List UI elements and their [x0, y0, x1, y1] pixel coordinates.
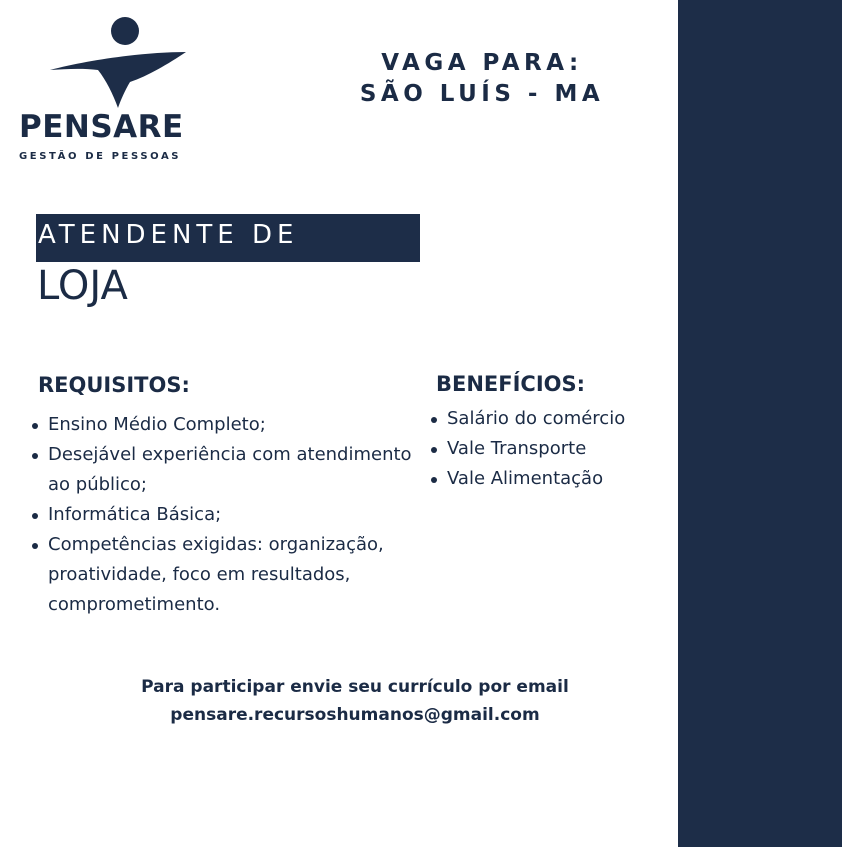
cta-text: Para participar envie seu currículo por email	[141, 677, 569, 697]
person-figure-icon	[48, 16, 188, 111]
requirement-item: Competências exigidas: organização, proatividade, foco em resultados, comprometimento.	[28, 530, 428, 620]
location-line-1: VAGA PARA:	[381, 50, 583, 76]
benefit-item: Salário do comércio	[427, 404, 667, 434]
contact-email[interactable]: pensare.recursoshumanos@gmail.com	[170, 705, 540, 725]
benefit-item: Vale Alimentação	[427, 464, 667, 494]
benefit-item: Vale Transporte	[427, 434, 667, 464]
brand-name: PENSARE	[19, 109, 184, 145]
location-heading	[352, 48, 612, 110]
location-line-2: SÃO LUÍS - MA	[359, 81, 605, 107]
benefits-list	[427, 404, 667, 494]
requirement-item: Informática Básica;	[28, 500, 428, 530]
requirements-list	[28, 410, 428, 620]
side-panel	[678, 0, 842, 847]
job-title-line-1: ATENDENTE DE	[38, 220, 299, 250]
pensare-logo	[18, 16, 218, 171]
brand-tagline: GESTÃO DE PESSOAS	[19, 151, 182, 162]
requirement-item: Ensino Médio Completo;	[28, 410, 428, 440]
benefits-heading: BENEFÍCIOS:	[436, 372, 586, 396]
requirements-heading: REQUISITOS:	[38, 373, 190, 397]
call-to-action	[90, 673, 620, 729]
job-title-line-2: LOJA	[37, 263, 128, 309]
requirement-item: Desejável experiência com atendimento ao público;	[28, 440, 428, 500]
